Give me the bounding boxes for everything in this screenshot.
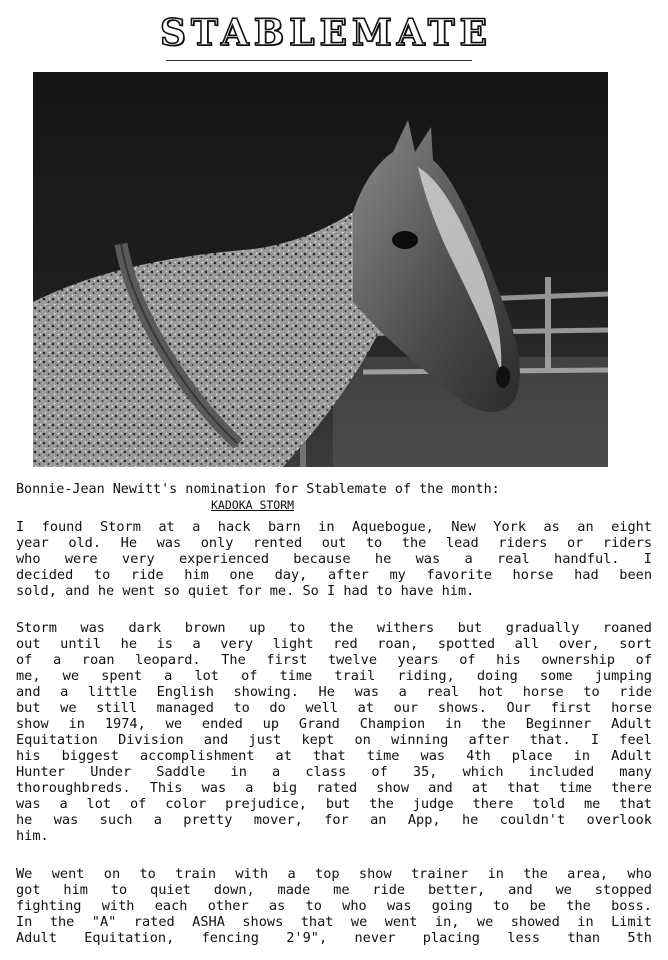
- text-line: got him to quiet down, made me ride better, and we stopped: [16, 882, 652, 898]
- text-line: fighting with each other as to who was going to be the boss.: [16, 898, 652, 914]
- article-paragraph-1: [16, 519, 652, 599]
- horse-nostril: [496, 366, 510, 388]
- horse-photo: [33, 72, 608, 467]
- text-line: Hunter Under Saddle in a class of 35, which included many: [16, 764, 652, 780]
- text-line: and a little English showing. He was a real hot horse to ride: [16, 684, 652, 700]
- text-line: Storm was dark brown up to the withers but gradually roaned: [16, 620, 652, 636]
- masthead: [160, 12, 492, 54]
- text-line: me, we spent a lot of time trail riding, doing some jumping: [16, 668, 652, 684]
- text-line: Equitation Division and just kept on winning after that. I feel: [16, 732, 652, 748]
- text-line: In the "A" rated ASHA shows that we went in, we showed in Limit: [16, 914, 652, 930]
- text-line: who were very experienced because he was a real handful. I: [16, 551, 652, 567]
- text-line: thoroughbreds. This was a big rated show and at that time there: [16, 780, 652, 796]
- masthead-rule: [166, 60, 472, 61]
- text-line: year old. He was only rented out to the lead riders or riders: [16, 535, 652, 551]
- text-line: was a lot of color prejudice, but the judge there told me that: [16, 796, 652, 812]
- text-line: Adult Equitation, fencing 2'9", never placing less than 5th: [16, 930, 652, 946]
- text-line: of a roan leopard. The first twelve years of his ownership of: [16, 652, 652, 668]
- horse-name: KADOKA STORM: [211, 498, 295, 512]
- text-line: I found Storm at a hack barn in Aquebogue, New York as an eight: [16, 519, 652, 535]
- text-line: sold, and he went so quiet for me. So I had to have him.: [16, 583, 475, 599]
- article-paragraph-3: [16, 866, 652, 946]
- text-line: We went on to train with a top show trainer in the area, who: [16, 866, 652, 882]
- text-line: him.: [16, 828, 49, 844]
- text-line: his biggest accomplishment at that time was 4th place in Adult: [16, 748, 652, 764]
- text-line: he was such a pretty mover, for an App, he couldn't overlook: [16, 812, 652, 828]
- article-paragraph-2: [16, 620, 652, 844]
- masthead-title: STABLEMATE: [160, 12, 492, 54]
- text-line: out until he is a very light red roan, spotted all over, sort: [16, 636, 652, 652]
- caption: Bonnie-Jean Newitt's nomination for Stablemate of the month:: [16, 482, 500, 497]
- horse-eye: [392, 231, 418, 249]
- text-line: but we still managed to do well at our shows. Our first horse: [16, 700, 652, 716]
- text-line: decided to ride him one day, after my favorite horse had been: [16, 567, 652, 583]
- text-line: show in 1974, we ended up Grand Champion in the Beginner Adult: [16, 716, 652, 732]
